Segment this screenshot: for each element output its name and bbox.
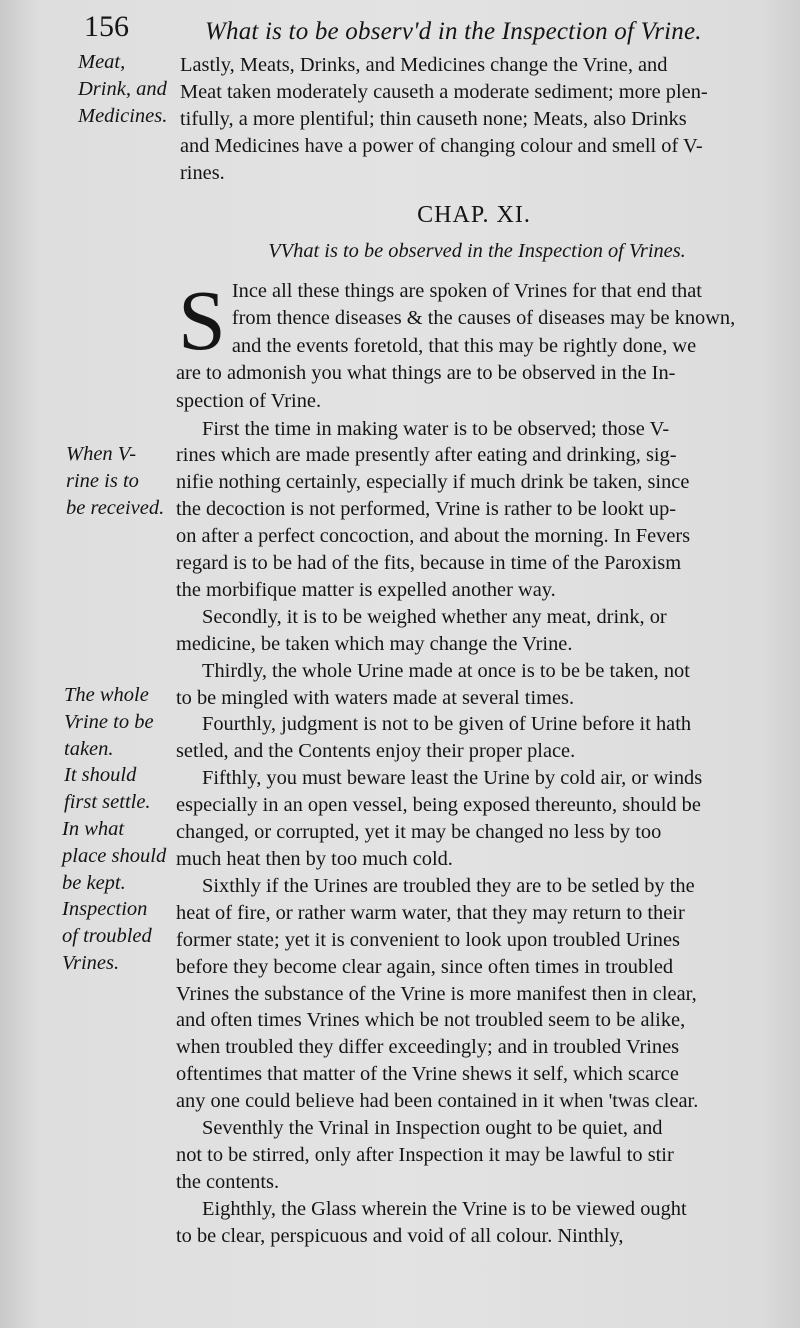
text-line: much heat then by too much cold. xyxy=(176,848,453,870)
paragraph-fourthly xyxy=(176,711,772,765)
text-line: to be clear, perspicuous and void of all colour. Ninthly, xyxy=(176,1224,624,1247)
text-line: the contents. xyxy=(176,1170,280,1193)
page-number: 156 xyxy=(84,10,129,43)
chapter-title: CHAP. XI. xyxy=(417,201,531,228)
text-line: especially in an open vessel, being exposed thereunto, should be xyxy=(176,794,701,817)
marginal-line: Medicines. xyxy=(78,104,168,127)
text-line: on after a perfect concoction, and about the morning. In Fevers xyxy=(176,525,691,548)
text-line: any one could believe had been contained in it when 'twas clear. xyxy=(176,1090,699,1113)
marginal-line: Vrines. xyxy=(62,951,120,974)
text-line: spection of Vrine. xyxy=(176,389,322,412)
text-line: medicine, be taken which may change the Vrine. xyxy=(176,632,573,655)
text-line: Fourthly, judgment is not to be given of Urine before it hath xyxy=(202,713,692,736)
text-line: heat of fire, or rather warm water, that they may return to their xyxy=(176,901,685,924)
text-line: when troubled they differ exceedingly; and in troubled Vrines xyxy=(176,1036,680,1059)
text-line: are to admonish you what things are to be observed in the In- xyxy=(176,362,676,385)
text-line: not to be stirred, only after Inspection it may be lawful to stir xyxy=(176,1143,674,1166)
text-line: First the time in making water is to be observed; those V- xyxy=(202,417,670,440)
main-text xyxy=(176,52,772,1250)
text-line: and the events foretold, that this may be rightly done, we xyxy=(231,334,697,357)
text-line: nifie nothing certainly, especially if much drink be taken, since xyxy=(176,471,690,494)
marginal-note-place xyxy=(62,816,166,897)
text-line: Vrines the substance of the Vrine is more manifest then in clear, xyxy=(176,982,697,1005)
text-line: the morbifique matter is expelled another way. xyxy=(176,578,556,601)
text-line: Ince all these things are spoken of Vrines for that end that xyxy=(231,279,702,302)
marginal-note-whole-vrine xyxy=(64,682,154,763)
text-line: before they become clear again, since often times in troubled xyxy=(176,955,674,978)
marginal-line: be received. xyxy=(66,496,165,519)
drop-cap: S xyxy=(178,271,226,368)
marginal-note-troubled xyxy=(62,896,152,977)
first-paragraph xyxy=(176,271,772,416)
marginal-line: Drink, and xyxy=(78,77,167,100)
text-line: rines. xyxy=(180,161,225,184)
text-line: former state; yet it is convenient to look upon troubled Urines xyxy=(176,928,680,951)
text-line: from thence diseases & the causes of diseases may be known, xyxy=(231,307,736,330)
text-line: Meat taken moderately causeth a moderate sediment; more plen- xyxy=(180,80,708,103)
marginal-line: taken. xyxy=(64,737,114,760)
text-line: Seventhly the Vrinal in Inspection ought to be quiet, and xyxy=(202,1117,663,1140)
marginal-line: In what xyxy=(62,818,125,840)
text-line: regard is to be had of the fits, because in time of the Paroxism xyxy=(176,552,682,575)
text-line: rines which are made presently after eating and drinking, sig- xyxy=(176,444,677,467)
text-line: changed, or corrupted, yet it may be changed no less by too xyxy=(176,821,662,844)
text-line: to be mingled with waters made at several times. xyxy=(176,686,575,709)
text-line: Secondly, it is to be weighed whether any meat, drink, or xyxy=(202,605,667,628)
running-head: What is to be observ'd in the Inspection of Vrine. xyxy=(205,18,702,45)
paragraph-seventhly xyxy=(176,1115,772,1196)
marginal-line: When V- xyxy=(66,443,137,465)
marginal-line: Meat, xyxy=(78,51,126,73)
marginal-note-when-received xyxy=(66,441,164,522)
marginal-line: rine is to xyxy=(66,469,139,492)
paragraph-first xyxy=(176,416,772,604)
marginal-line: Vrine to be xyxy=(64,710,154,733)
paragraph-sixthly xyxy=(176,873,772,1115)
marginal-note-settle xyxy=(64,762,151,816)
text-line: Sixthly if the Urines are troubled they are to be setled by the xyxy=(202,874,695,897)
paragraph-fifthly xyxy=(176,765,772,873)
text-line: Lastly, Meats, Drinks, and Medicines change the Vrine, and xyxy=(180,54,668,76)
text-line: setled, and the Contents enjoy their proper place. xyxy=(176,740,576,763)
marginal-line: first settle. xyxy=(64,790,151,813)
page-header xyxy=(0,4,800,48)
text-line: Fifthly, you must beware least the Urine by cold air, or winds xyxy=(202,767,703,790)
opening-paragraph xyxy=(176,52,772,187)
marginal-line: place should xyxy=(62,844,167,867)
chapter-subtitle: VVhat is to be observed in the Inspection of Vrines. xyxy=(268,239,686,262)
marginal-note-meat xyxy=(78,49,167,130)
marginal-line: It should xyxy=(64,764,137,786)
text-line: Thirdly, the whole Urine made at once is to be be taken, not xyxy=(202,659,690,682)
text-line: and often times Vrines which be not troubled seem to be alike, xyxy=(176,1009,686,1032)
text-line: and Medicines have a power of changing colour and smell of V- xyxy=(180,134,703,157)
text-line: the decoction is not performed, Vrine is rather to be lookt up- xyxy=(176,498,677,521)
text-line: tifully, a more plentiful; thin causeth none; Meats, also Drinks xyxy=(180,107,687,130)
text-line: Eighthly, the Glass wherein the Vrine is to be viewed ought xyxy=(202,1197,687,1220)
paragraph-secondly xyxy=(176,604,772,658)
marginal-line: The whole xyxy=(64,684,149,706)
text-line: oftentimes that matter of the Vrine shews it self, which scarce xyxy=(176,1063,679,1086)
marginal-line: be kept. xyxy=(62,871,126,894)
marginal-line: Inspection xyxy=(62,898,148,920)
paragraph-eighthly xyxy=(176,1196,772,1250)
marginal-line: of troubled xyxy=(62,924,152,947)
paragraph-thirdly xyxy=(176,658,772,712)
